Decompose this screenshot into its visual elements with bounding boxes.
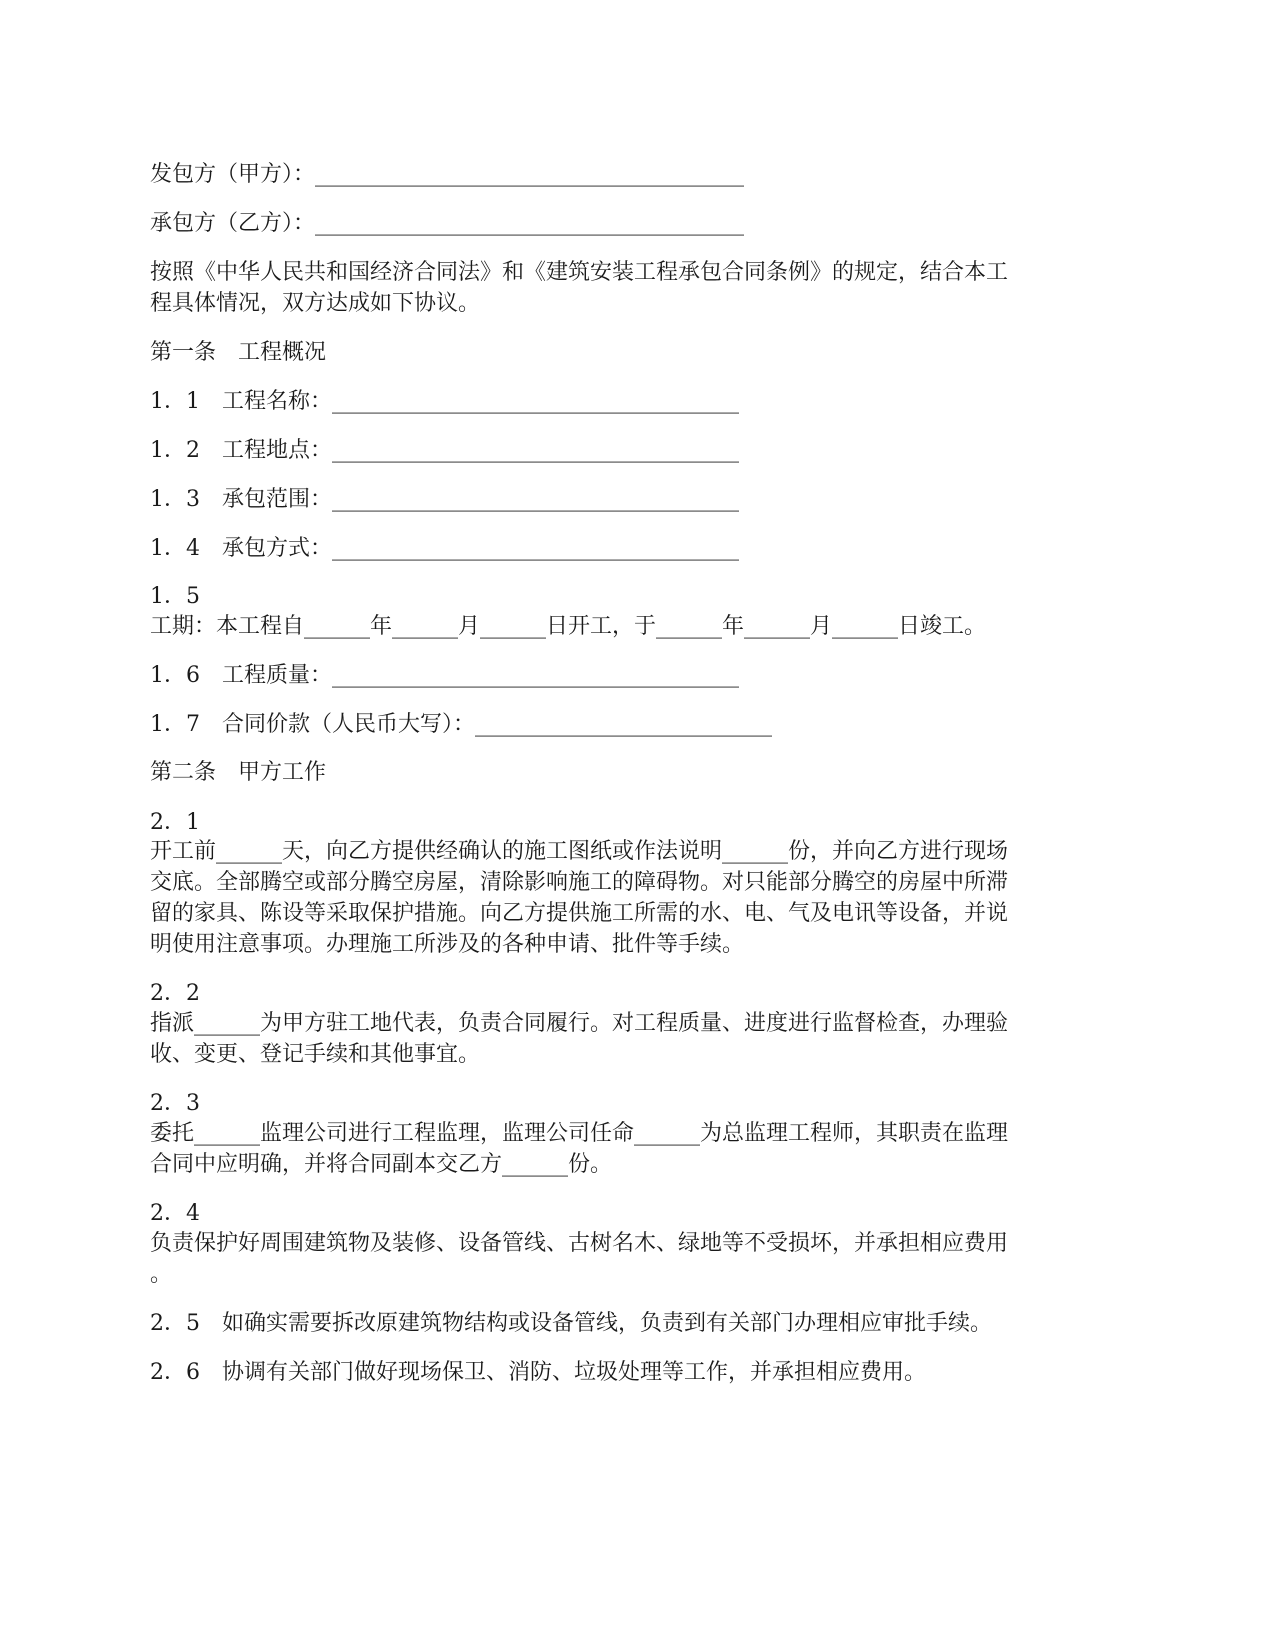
- preamble-line-1: 按照《中华人民共和国经济合同法》和《建筑安装工程承包合同条例》的规定，结合本工: [150, 260, 1009, 285]
- clause-2-6: 2．6 协调有关部门做好现场保卫、消防、垃圾处理等工作，并承担相应费用。: [150, 1360, 926, 1385]
- clause-1-5-text: 工期：本工程自______年______月______日开工，于______年______月______日竣工。: [150, 614, 987, 639]
- clause-2-2-line-1: 指派______为甲方驻工地代表，负责合同履行。对工程质量、进度进行监督检查，办理验: [150, 1011, 1009, 1036]
- clause-2-4-number: 2．4: [150, 1201, 200, 1226]
- article1-title: 第一条 工程概况: [150, 340, 327, 365]
- clause-2-3-number: 2．3: [150, 1091, 200, 1116]
- clause-2-3-line-1: 委托______监理公司进行工程监理，监理公司任命______为总监理工程师，其职责在监理: [150, 1121, 1009, 1146]
- clause-1-6: 1．6 工程质量：_____________________________________: [150, 663, 739, 688]
- clause-2-3-line-2: 合同中应明确，并将合同副本交乙方______份。: [150, 1152, 613, 1177]
- preamble-line-2: 程具体情况，双方达成如下协议。: [150, 291, 481, 316]
- clause-1-1: 1．1 工程名称：_____________________________________: [150, 389, 739, 414]
- clause-1-2: 1．2 工程地点：_____________________________________: [150, 438, 739, 463]
- clause-1-3: 1．3 承包范围：_____________________________________: [150, 487, 739, 512]
- clause-1-5-number: 1．5: [150, 584, 200, 609]
- clause-1-7: 1．7 合同价款（人民币大写）：___________________________: [150, 712, 772, 737]
- clause-2-1-line-2: 交底。全部腾空或部分腾空房屋，清除影响施工的障碍物。对只能部分腾空的房屋中所滞: [150, 870, 1009, 895]
- clause-2-1-number: 2．1: [150, 810, 200, 835]
- party-b-line: 承包方（乙方）：_______________________________________: [150, 211, 745, 236]
- article2-title: 第二条 甲方工作: [150, 760, 327, 785]
- clause-2-4-line-1: 负责保护好周围建筑物及装修、设备管线、古树名木、绿地等不受损坏，并承担相应费用: [150, 1231, 1009, 1256]
- clause-2-2-number: 2．2: [150, 981, 200, 1006]
- clause-1-4: 1．4 承包方式：_____________________________________: [150, 536, 739, 561]
- clause-2-5: 2．5 如确实需要拆改原建筑物结构或设备管线，负责到有关部门办理相应审批手续。: [150, 1311, 992, 1336]
- clause-2-1-line-3: 留的家具、陈设等采取保护措施。向乙方提供施工所需的水、电、气及电讯等设备，并说: [150, 901, 1009, 926]
- clause-2-1-line-1: 开工前______天，向乙方提供经确认的施工图纸或作法说明______份，并向乙方进行现场: [150, 839, 1009, 864]
- clause-2-4-line-2: 。: [150, 1262, 173, 1287]
- party-a-line: 发包方（甲方）：_______________________________________: [150, 162, 745, 187]
- clause-2-1-line-4: 明使用注意事项。办理施工所涉及的各种申请、批件等手续。: [150, 932, 745, 957]
- clause-2-2-line-2: 收、变更、登记手续和其他事宜。: [150, 1042, 481, 1067]
